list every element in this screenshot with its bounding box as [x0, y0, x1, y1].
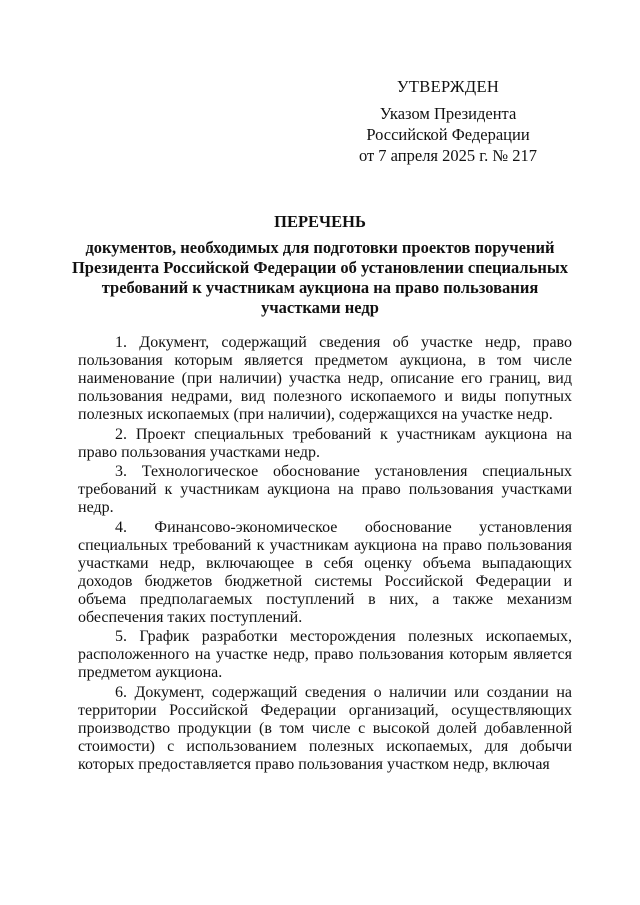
list-item-5: 5. График разработки месторождения полезных ископаемых, расположенного на участке недр, право пользования которым является предметом аукциона.: [78, 628, 572, 681]
title-main: ПЕРЕЧЕНЬ: [274, 212, 366, 231]
list-item-6: 6. Документ, содержащий сведения о наличии или создании на территории Российской Федерации организаций, осуществляющих производство продукции (в том числе с высокой долей добавленной стоимости) с использованием полезных ископаемых, для добычи которых предоставляется право пользования участком недр, включая: [78, 683, 572, 773]
approval-line-decree: Указом Президента: [379, 104, 517, 123]
list-item-1: 1. Документ, содержащий сведения об участке недр, право пользования которым является предметом аукциона, в том числе наименование (при наличии) участка недр, описание его границ, вид пользования недрами, вид полезного ископаемого и виды попутных полезных ископаемых (при наличии), содержащихся на участке недр.: [78, 334, 572, 423]
approval-stamp: [338, 76, 558, 166]
list-item-2: 2. Проект специальных требований к участникам аукциона на право пользования участками недр.: [78, 425, 572, 461]
approval-line-country: Российской Федерации: [366, 125, 530, 144]
title-subtitle: документов, необходимых для подготовки проектов поручений Президента Российской Федерации об установлении специальных требований к участникам аукциона на право пользования участками недр: [71, 238, 569, 317]
list-item-3: 3. Технологическое обоснование установления специальных требований к участникам аукциона на право пользования участками недр.: [78, 463, 572, 516]
approval-heading: УТВЕРЖДЕН: [396, 77, 500, 96]
document-list: [78, 334, 572, 775]
list-item-4: 4. Финансово-экономическое обоснование установления специальных требований к участникам аукциона на право пользования участками недр, включающее в себя оценку объема выпадающих доходов бюджетов бюджетной системы Российской Федерации и объема предполагаемых поступлений в них, а также механизм обеспечения таких поступлений.: [78, 518, 572, 626]
approval-line-date: от 7 апреля 2025 г. № 217: [358, 146, 538, 165]
document-title: [62, 212, 578, 318]
